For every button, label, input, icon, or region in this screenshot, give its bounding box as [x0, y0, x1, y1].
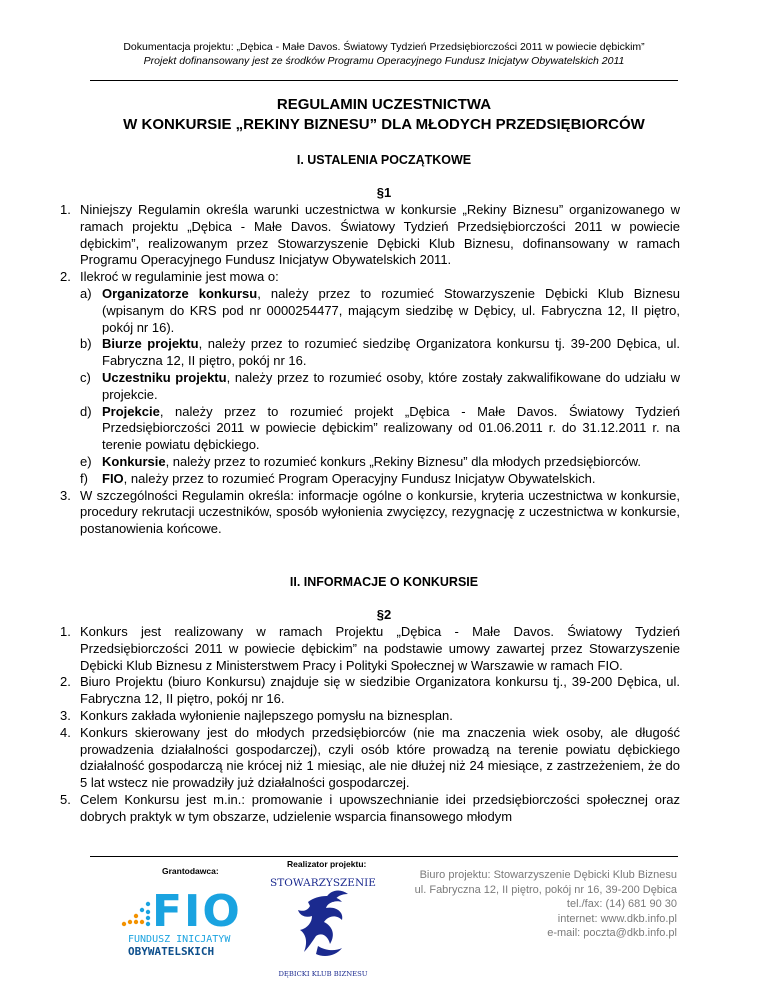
contact-info — [405, 868, 677, 941]
item-letter: d) — [80, 403, 92, 419]
definition-text: , należy przez to rozumieć siedzibę Organizatora konkursu tj. 39-200 Dębica, ul. Fabryczna 12, II piętro, pokój nr 16. — [102, 336, 681, 369]
item-number: 5. — [60, 791, 71, 807]
item-number: 2. — [60, 674, 71, 690]
definition-text: , należy przez to rozumieć Program Operacyjny Fundusz Inicjatyw Obywatelskich. — [123, 470, 596, 486]
griffin-icon — [298, 891, 348, 956]
section-1-heading: I. USTALENIA POCZĄTKOWE — [296, 153, 472, 167]
definition-text: , należy przez to rozumieć Stowarzyszenie Dębicki Klub Biznesu (wpisanym do KRS pod nr 0000254477, mającym siedzibę w Dębicy, ul. Fabryczna 12, II piętro, pokój nr 16). — [102, 285, 680, 335]
definition-item — [80, 370, 680, 404]
sdkb-logo — [270, 872, 376, 982]
list-item — [60, 725, 680, 792]
fio-dots-icon — [122, 902, 150, 926]
definition-text: , należy przez to rozumieć osoby, które zostały zakwalifikowane do udziału w projekcie. — [102, 369, 680, 402]
section-1-list — [60, 202, 680, 538]
header-divider — [90, 80, 678, 81]
item-text: Konkurs jest realizowany w ramach Projektu „Dębica - Małe Davos. Światowy Tydzień Przedsiębiorczości 2011 w powiecie dębickim” na podstawie umowy zawartej przez Stowarzyszenie Dębicki Klub Biznesu z Ministerstwem Pracy i Polityki Społecznej w Warszawie w ramach FIO. — [80, 624, 680, 673]
item-text: Biuro Projektu (biuro Konkursu) znajduje się w siedzibie Organizatora konkursu tj., 39-200 Dębica, ul. Fabryczna 12, II piętro, pokój nr 16. — [80, 674, 680, 707]
sdkb-bottom-text: DĘBICKI KLUB BIZNESU — [278, 970, 368, 978]
definition-item — [80, 404, 680, 454]
item-letter: e) — [80, 453, 92, 469]
contact-phone: tel./fax: (14) 681 90 30 — [566, 898, 677, 911]
contact-office: Biuro projektu: Stowarzyszenie Dębicki Klub Biznesu — [419, 869, 677, 881]
section-1-paragraph: §1 — [376, 185, 392, 200]
definition-text: , należy przez to rozumieć konkurs „Rekiny Biznesu” dla młodych przedsiębiorców. — [165, 453, 641, 469]
definition-item — [80, 286, 680, 336]
item-text: Ilekroć w regulaminie jest mowa o: — [80, 269, 279, 285]
fio-letters: FIO — [152, 886, 242, 937]
fio-line-2: OBYWATELSKICH — [128, 945, 215, 958]
contact-website: internet: www.dkb.info.pl — [557, 912, 677, 925]
list-item — [60, 269, 680, 487]
definition-term: Organizatorze konkursu — [102, 285, 258, 301]
item-number: 3. — [60, 707, 71, 723]
header-line-1: Dokumentacja projektu: „Dębica - Małe Davos. Światowy Tydzień Przedsiębiorczości 2011 w powiecie dębickim” — [123, 41, 645, 53]
item-letter: c) — [80, 369, 91, 385]
footer-divider — [90, 856, 678, 857]
item-text: Konkurs skierowany jest do młodych przedsiębiorców (nie ma znaczenia wiek osoby, ale długość prowadzenia działalności gospodarczej), czyli osób które prowadzą na terenie powiatu dębickiego działalność gospodarczą nie krócej niż 1 miesiąc, ale nie dłużej niż 24 miesiące, z zastrzeżeniem, że do 5 lat wstecz nie prowadziły już działalności gospodarczej. — [80, 724, 680, 791]
item-number: 3. — [60, 487, 71, 503]
definition-term: Konkursie — [102, 453, 166, 469]
section-2-list — [60, 624, 680, 826]
item-number: 2. — [60, 269, 71, 285]
fio-line-1: FUNDUSZ INICJATYW — [128, 934, 231, 945]
title-line-2: W KONKURSIE „REKINY BIZNESU” DLA MŁODYCH PRZEDSIĘBIORCÓW — [123, 116, 645, 133]
contact-email: e-mail: poczta@dkb.info.pl — [547, 927, 677, 940]
grantor-label: Grantodawca: — [162, 866, 219, 876]
definition-item — [80, 471, 680, 488]
item-text: Niniejszy Regulamin określa warunki uczestnictwa w konkursie „Rekiny Biznesu” organizowanego w ramach projektu „Dębica - Małe Davos. Światowy Tydzień Przedsiębiorczości 2011 w powiecie dębickim”, realizowanym przez Stowarzyszenie Dębicki Klub Biznesu, dofinansowany w ramach Programu Operacyjnego Fundusz Inicjatyw Obywatelskich 2011. — [80, 202, 680, 268]
definition-term: Uczestniku projektu — [102, 369, 227, 385]
header-line-2: Projekt dofinansowany jest ze środków Programu Operacyjnego Fundusz Inicjatyw Obywatelskich 2011 — [143, 55, 625, 67]
definition-text: , należy przez to rozumieć projekt „Dębica - Małe Davos. Światowy Tydzień Przedsiębiorczości 2011 w powiecie dębickim” realizowany od 01.06.2011 r. do 31.12.2011 r. na terenie powiatu dębickiego. — [102, 403, 680, 453]
contact-address: ul. Fabryczna 12, II piętro, pokój nr 16, 39-200 Dębica — [414, 883, 677, 896]
item-text: Celem Konkursu jest m.in.: promowanie i upowszechnianie idei przedsiębiorczości społecznej oraz dobrych praktyk w tym obszarze, udzielenie wsparcia finansowego młodym — [80, 791, 680, 824]
item-letter: a) — [80, 285, 92, 301]
list-item — [60, 792, 680, 826]
definition-item — [80, 454, 680, 471]
fio-logo — [122, 882, 252, 962]
list-item — [60, 202, 680, 269]
list-item — [60, 674, 680, 708]
list-item — [60, 488, 680, 538]
definitions-list — [80, 286, 680, 488]
sdkb-top-text: STOWARZYSZENIE — [270, 877, 376, 889]
page-header — [0, 40, 768, 68]
realizer-label: Realizator projektu: — [287, 859, 367, 869]
list-item — [60, 708, 680, 725]
list-item — [60, 624, 680, 674]
section-2-heading: II. INFORMACJE O KONKURSIE — [289, 575, 479, 589]
item-text: W szczególności Regulamin określa: informacje ogólne o konkursie, kryteria uczestnictwa w konkursie, procedury rekrutacji uczestników, sposób wyłonienia zwycięzcy, rezygnację z uczestnictwa w konkursie, postanowienia końcowe. — [80, 487, 680, 537]
item-text: Konkurs zakłada wyłonienie najlepszego pomysłu na biznesplan. — [80, 707, 453, 723]
definition-term: FIO — [102, 470, 124, 486]
definition-item — [80, 336, 680, 370]
definition-term: Projekcie — [102, 403, 160, 419]
item-number: 1. — [60, 624, 71, 639]
item-number: 4. — [60, 724, 71, 740]
item-number: 1. — [60, 202, 71, 217]
definition-term: Biurze projektu — [102, 336, 199, 352]
document-title — [90, 95, 678, 135]
item-letter: f) — [80, 470, 88, 486]
section-2-paragraph: §2 — [376, 607, 392, 622]
item-letter: b) — [80, 336, 92, 352]
title-line-1: REGULAMIN UCZESTNICTWA — [276, 96, 492, 113]
